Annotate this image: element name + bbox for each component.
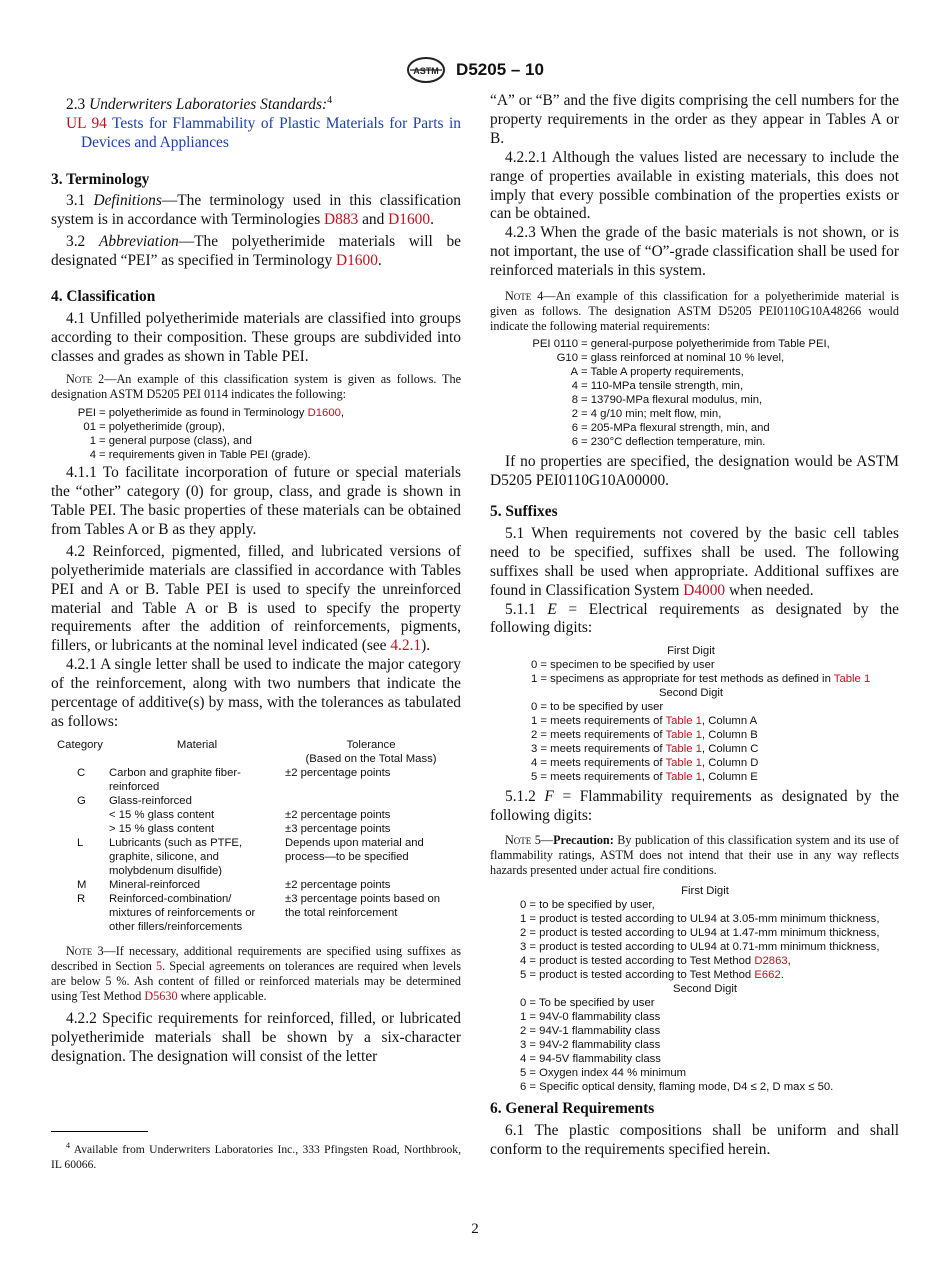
- note-5: Note 5—Precaution: By publication of this classification system and its use of flammability ratings, ASTM does not intend that their use in any way reflects hazards presented under actual fire conditions.: [490, 833, 900, 878]
- ref-4-2-1[interactable]: 4.2.1: [390, 637, 422, 655]
- digit-item: [520, 1052, 899, 1066]
- f-second-digit-title: Second Digit: [672, 983, 738, 996]
- digit-end: ,: [787, 955, 791, 968]
- note-4-value: = glass reinforced at nominal 10 % level,: [581, 352, 785, 365]
- para-3-2: 3.2 Abbreviation—The polyetherimide materials will be designated “PEI” as specified in Terminology D1600.: [51, 232, 461, 269]
- note-2-item: [51, 420, 461, 434]
- svg-text:ASTM: ASTM: [413, 66, 439, 76]
- digit-item: [520, 954, 899, 968]
- para-4-1: 4.1 Unfilled polyetherimide materials are classified into groups according to their composition. These groups are subdivided into classes and grades as shown in Table PEI.: [51, 310, 461, 366]
- digit-text: 0 = specimen to be specified by user: [531, 659, 715, 672]
- e-first-digit-title: First Digit: [667, 645, 715, 658]
- note-4-key: 6: [571, 422, 578, 435]
- footnote-rule: [51, 1131, 148, 1132]
- note-2-value: [99, 406, 344, 420]
- digit-item: [520, 1010, 899, 1024]
- note-2-value: [99, 448, 311, 462]
- tolerance-row: [57, 808, 457, 822]
- note-4-item: [490, 407, 899, 421]
- footnote-4: $^4$ Available from Underwriters Laboratories Inc., 333 Pfingsten Road, Northbrook, IL 60066.: [51, 1141, 461, 1171]
- digit-item: [520, 940, 899, 954]
- digit-end: , Column B: [701, 729, 758, 742]
- table-1-link[interactable]: Table 1: [833, 673, 871, 686]
- table-1-link[interactable]: Table 1: [665, 757, 702, 770]
- note-2-end: ,: [340, 407, 345, 420]
- digit-item: [531, 770, 899, 784]
- para-3-1: 3.1 Definitions—The terminology used in this classification system is in accordance with Terminologies D883 and D1600.: [51, 191, 461, 228]
- tolerance-material: < 15 % glass content: [109, 808, 215, 821]
- tolerance-category: C: [77, 766, 86, 779]
- note-2-text: = general purpose (class), and: [99, 435, 252, 448]
- page-number: 2: [471, 1221, 479, 1237]
- table-1-link[interactable]: Table 1: [665, 743, 702, 756]
- note-4-key: 2: [571, 408, 578, 421]
- table-1-link[interactable]: E662: [754, 969, 781, 982]
- note-2-text: = polyetherimide (group),: [99, 421, 225, 434]
- note-2: Note 2—An example of this classification system is given as follows. The designation ASTM D5205 PEI 0114 indicates the following:: [51, 372, 461, 402]
- digit-item: [520, 996, 899, 1010]
- digit-item: [520, 1080, 899, 1094]
- tolerance-table: Category Material Tolerance (Based on the Total Mass) C Carbon and graphite fiber-reinforced ±2 percentage points G Glass-reinforced < 15 % glass content ±2 percentage points > 15 % glass content ±3 percentage points L Lubricants (such as PTFE, graphite, silicone, and molybdenum disulfide) Depends upon material and process—to be specified M Mineral-reinforced ±2 percentage points R Reinforced-combination/ mixtures of reinforcements or other fillers/reinforcements ±3 percentage points based on the total reinforcement: [57, 738, 457, 934]
- tolerance-row: [57, 836, 457, 878]
- note-4-value: = 205-MPa flexural strength, min, and: [581, 422, 770, 435]
- digit-item: [531, 672, 899, 686]
- digit-text: 4 = 94-5V flammability class: [520, 1053, 661, 1066]
- note-4-key: A: [570, 366, 578, 379]
- digit-text: 1 = meets requirements of: [531, 715, 666, 728]
- tolerance-row: [57, 794, 457, 808]
- para-5-1-2: 5.1.2 F = Flammability requirements as designated by the following digits:: [490, 788, 899, 825]
- note-4-value: = 4 g/10 min; melt flow, min,: [581, 408, 722, 421]
- digit-text: 5 = Oxygen index 44 % minimum: [520, 1067, 687, 1080]
- flammability-digits: [520, 884, 899, 1094]
- tolerance-material: Carbon and graphite fiber-reinforced: [109, 766, 241, 793]
- ref-link[interactable]: D1600: [307, 407, 341, 420]
- digit-text: 2 = 94V-1 flammability class: [520, 1025, 661, 1038]
- digit-text: 0 = to be specified by user,: [520, 899, 655, 912]
- digit-end: , Column D: [701, 757, 759, 770]
- digit-item: [520, 898, 899, 912]
- tolerance-category: R: [77, 892, 86, 905]
- digit-text: 6 = Specific optical density, flaming mode, D4 ≤ 2, D max ≤ 50.: [520, 1081, 834, 1094]
- ref-d1600[interactable]: D1600: [336, 251, 378, 269]
- digit-text: 4 = product is tested according to Test Method: [520, 955, 755, 968]
- digit-text: 3 = 94V-2 flammability class: [520, 1039, 661, 1052]
- table-1-link[interactable]: Table 1: [665, 729, 702, 742]
- digit-text: 1 = product is tested according to UL94 at 3.05-mm minimum thickness,: [520, 913, 880, 926]
- digit-text: 0 = to be specified by user: [531, 701, 664, 714]
- digit-text: 5 = product is tested according to Test Method: [520, 969, 755, 982]
- note-4-key: 6: [571, 436, 578, 449]
- note-4-key: PEI 0110: [532, 338, 578, 351]
- ref-d883[interactable]: D883: [324, 210, 359, 228]
- para-4-2: 4.2 Reinforced, pigmented, filled, and lubricated versions of polyetherimide materials are classified in accordance with Tables PEI and A or B. Table PEI is used to specify the unreinforced material and Table A or B is used to specify the property requirements after the addition of reinforcements, pigments, fillers, or lubricants at the nominal level indicated (see 4.2.1).: [51, 542, 461, 655]
- section-5-heading: 5. Suffixes: [490, 502, 558, 520]
- tolerance-material: Glass-reinforced: [109, 794, 192, 807]
- digit-end: , Column A: [701, 715, 758, 728]
- tolerance-material: > 15 % glass content: [109, 822, 215, 835]
- digit-item: [531, 700, 899, 714]
- digit-end: , Column E: [701, 771, 758, 784]
- digit-item: [531, 742, 899, 756]
- note-2-list: [51, 406, 461, 462]
- tolerance-material: Mineral-reinforced: [109, 878, 201, 891]
- tolerance-value: [285, 794, 457, 808]
- note-4-key: G10: [556, 352, 578, 365]
- digit-text: 1 = specimens as appropriate for test methods as defined in: [531, 673, 834, 686]
- note-4-item: [490, 435, 899, 449]
- tolerance-value: ±2 percentage points: [285, 808, 391, 821]
- right-column: [490, 92, 899, 1160]
- tolerance-category: M: [77, 878, 87, 891]
- note-2-key: 01: [83, 421, 96, 434]
- ref-section-5[interactable]: 5: [155, 958, 163, 973]
- note-4-list: [490, 337, 899, 449]
- note-4-item: [490, 337, 899, 351]
- table-1-link[interactable]: Table 1: [665, 771, 702, 784]
- note-2-key: 4: [89, 449, 96, 462]
- note-4-item: [490, 351, 899, 365]
- digit-item: [531, 728, 899, 742]
- ul94-reference[interactable]: UL 94 Tests for Flammability of Plastic Materials for Parts in Devices and Appliances: [66, 115, 461, 151]
- note-2-key: 1: [89, 435, 96, 448]
- tolerance-row: [57, 822, 457, 836]
- ref-d4000[interactable]: D4000: [683, 581, 726, 599]
- left-column: [51, 92, 461, 1067]
- digit-text: 2 = product is tested according to UL94 at 1.47-mm minimum thickness,: [520, 927, 880, 940]
- note-2-value: [99, 434, 252, 448]
- note-4-value: = 13790-MPa flexural modulus, min,: [581, 394, 763, 407]
- digit-end: .: [780, 969, 784, 982]
- electrical-digits: [531, 644, 899, 784]
- tolerance-category: L: [77, 836, 84, 849]
- standard-code: D5205 – 10: [456, 60, 544, 79]
- digit-text: 3 = product is tested according to UL94 at 0.71-mm minimum thickness,: [520, 941, 880, 954]
- section-6-heading: 6. General Requirements: [490, 1100, 655, 1118]
- digit-item: [520, 926, 899, 940]
- astm-logo-icon: [406, 56, 446, 84]
- tolerance-row: [57, 766, 457, 794]
- digit-text: 4 = meets requirements of: [531, 757, 666, 770]
- para-no-properties: If no properties are specified, the designation would be ASTM D5205 PEI0110G10A00000.: [490, 453, 899, 489]
- tolerance-value: ±3 percentage points based on the total reinforcement: [285, 892, 441, 919]
- digit-text: 5 = meets requirements of: [531, 771, 666, 784]
- note-4-key: 4: [571, 380, 578, 393]
- note-2-item: [51, 434, 461, 448]
- digit-end: , Column C: [701, 743, 759, 756]
- para-4-2-1: 4.2.1 A single letter shall be used to indicate the major category of the reinforcement, along with two numbers that indicate the percentage of additive(s) by mass, with the tolerances as tabulated as follows:: [51, 656, 461, 730]
- tolerance-category: [57, 822, 109, 836]
- f-first-digit-title: First Digit: [681, 885, 729, 898]
- page-header: [0, 56, 950, 84]
- section-3-heading: 3. Terminology: [51, 170, 150, 188]
- note-2-key: PEI: [77, 407, 96, 420]
- ref-d5630[interactable]: D5630: [144, 988, 178, 1003]
- para-6-1: 6.1 The plastic compositions shall be uniform and shall conform to the requirements specified herein.: [490, 1122, 899, 1159]
- tolerance-material: Reinforced-combination/ mixtures of reinforcements or other fillers/reinforcements: [109, 892, 256, 933]
- note-4-value: = 230°C deflection temperature, min.: [581, 436, 766, 449]
- tolerance-material: Lubricants (such as PTFE, graphite, silicone, and molybdenum disulfide): [109, 836, 243, 877]
- note-2-text: = requirements given in Table PEI (grade).: [99, 449, 311, 462]
- digit-item: [531, 714, 899, 728]
- note-2-item: [51, 406, 461, 420]
- digit-item: [520, 1066, 899, 1080]
- tolerance-value: ±3 percentage points: [285, 822, 391, 835]
- note-2-text: = polyetherimide as found in Terminology: [99, 407, 308, 420]
- digit-text: 3 = meets requirements of: [531, 743, 666, 756]
- note-4-value: = 110-MPa tensile strength, min,: [581, 380, 744, 393]
- para-4-2-2: 4.2.2 Specific requirements for reinforced, filled, or lubricated polyetherimide materials shall be shown by a six-character designation. The designation will consist of the letter: [51, 1009, 461, 1065]
- note-4-item: [490, 365, 899, 379]
- note-4: Note 4—An example of this classification for a polyetherimide material is given as follows. The designation ASTM D5205 PEI0110G10A48266 would indicate the following material requirements:: [490, 289, 899, 334]
- section-4-heading: 4. Classification: [51, 288, 156, 306]
- para-4-1-1: 4.1.1 To facilitate incorporation of future or special materials the “other” category (0) for group, class, and grade is shown in Table PEI. The basic properties of these materials can be obtained from Tables A or B as they apply.: [51, 464, 461, 538]
- digit-item: [520, 912, 899, 926]
- ref-d1600[interactable]: D1600: [388, 210, 431, 228]
- section-2-3: 2.3 Underwriters Laboratories Standards:$^4$: [66, 95, 333, 114]
- para-5-1: 5.1 When requirements not covered by the basic cell tables need to be specified, suffixes shall be used. The following suffixes shall be used when appropriate. Additional suffixes are found in Classification System D4000 when needed.: [490, 524, 899, 599]
- note-4-value: = general-purpose polyetherimide from Table PEI,: [581, 338, 830, 351]
- tolerance-value: ±2 percentage points: [285, 766, 391, 779]
- note-4-item: [490, 421, 899, 435]
- note-4-key: 8: [571, 394, 578, 407]
- digit-item: [520, 968, 899, 982]
- note-4-item: [490, 379, 899, 393]
- digit-item: [520, 1024, 899, 1038]
- note-4-item: [490, 393, 899, 407]
- table-1-link[interactable]: Table 1: [665, 715, 702, 728]
- digit-item: [531, 756, 899, 770]
- digit-text: 0 = To be specified by user: [520, 997, 655, 1010]
- e-second-digit-title: Second Digit: [658, 687, 724, 700]
- digit-item: [531, 658, 899, 672]
- digit-text: 2 = meets requirements of: [531, 729, 666, 742]
- para-4-2-2-1: 4.2.2.1 Although the values listed are necessary to include the range of properties available in existing materials, this does not imply that every possible combination of the properties exists or can be obtained.: [490, 148, 899, 223]
- tolerance-category: [57, 808, 109, 822]
- note-3: Note 3—If necessary, additional requirements are specified using suffixes as described in Section 5. Special agreements on tolerances are required when levels are below 5 %. Ash content of filled or reinforced materials may be determined using Test Method D5630 where applicable.: [51, 943, 461, 1003]
- para-5-1-1: 5.1.1 E = Electrical requirements as designated by the following digits:: [490, 600, 899, 637]
- para-4-2-2-cont: “A” or “B” and the five digits comprising the cell numbers for the property requirements in the order as they appear in Tables A or B.: [490, 92, 899, 147]
- table-1-link[interactable]: D2863: [754, 955, 788, 968]
- tolerance-value: Depends upon material and process—to be specified: [285, 836, 424, 863]
- note-2-item: [51, 448, 461, 462]
- tolerance-table-header: Category Material Tolerance: [57, 738, 396, 751]
- digit-text: 1 = 94V-0 flammability class: [520, 1011, 661, 1024]
- note-2-value: [99, 420, 225, 434]
- tolerance-row: [57, 892, 457, 934]
- tolerance-category: G: [77, 794, 86, 807]
- para-4-2-3: 4.2.3 When the grade of the basic materials is not shown, or is not important, the use of “O”-grade classification shall be used for reinforced materials in this system.: [490, 224, 900, 280]
- digit-item: [520, 1038, 899, 1052]
- tolerance-row: [57, 878, 457, 892]
- note-4-value: = Table A property requirements,: [581, 366, 744, 379]
- tolerance-value: ±2 percentage points: [285, 878, 391, 891]
